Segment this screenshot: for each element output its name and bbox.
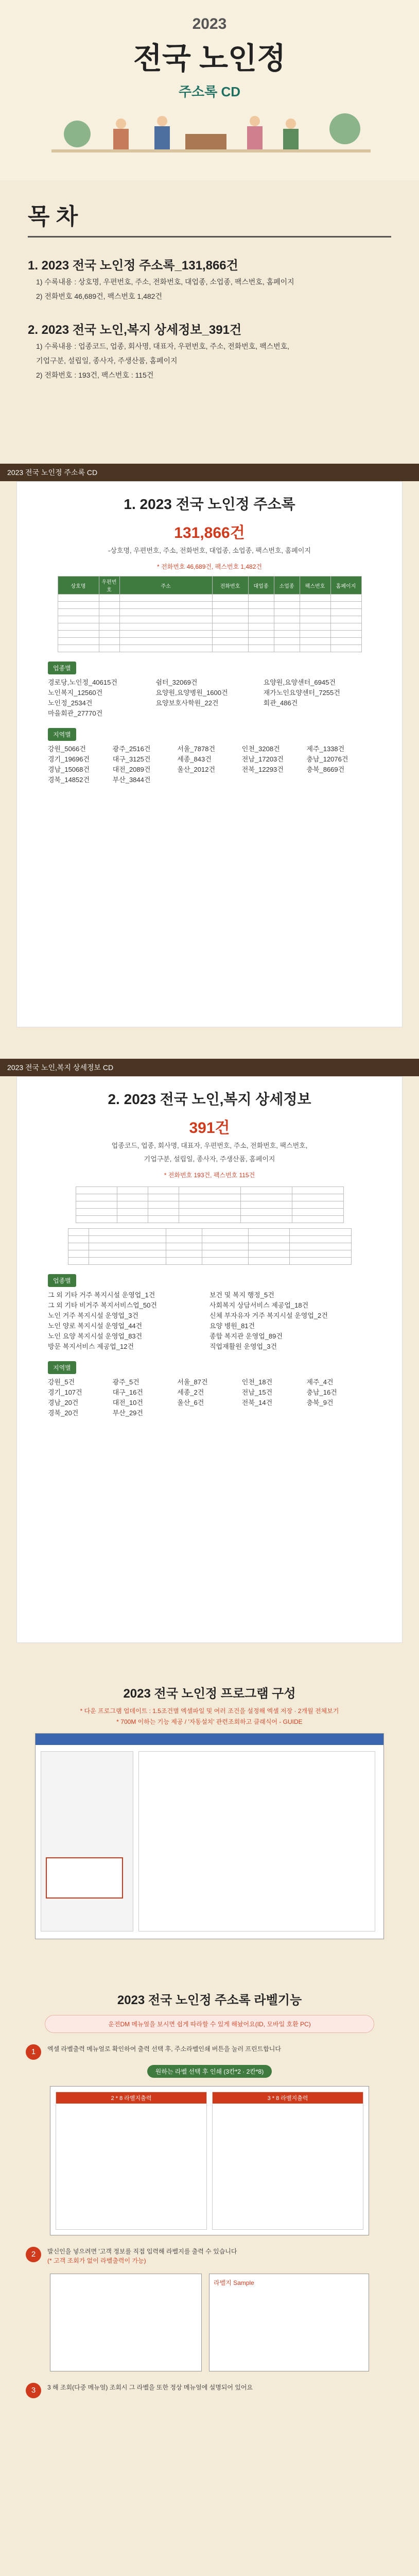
program-section xyxy=(0,1667,419,1971)
table-row xyxy=(76,1216,343,1223)
table-row xyxy=(58,616,361,623)
table-row xyxy=(58,595,361,602)
toc-item-2-line: 1) 수록내용 : 업종코드, 업종, 회사명, 대표자, 우편번호, 주소, 전화번호, 팩스번호, xyxy=(36,342,290,350)
table-row xyxy=(76,1209,343,1216)
section-1-bar: 2023 전국 노인정 주소록 CD xyxy=(0,464,419,481)
list-item: 대전_10건 xyxy=(112,1399,143,1406)
list-item: 회관_486건 xyxy=(263,699,298,707)
table-row xyxy=(68,1243,351,1250)
sender-input-dialog xyxy=(50,2274,202,2371)
list-item: 경북_20건 xyxy=(48,1409,79,1417)
step-number: 1 xyxy=(26,2044,41,2060)
list-item: 전북_14건 xyxy=(241,1399,273,1406)
table-header: 우편번호 xyxy=(99,577,119,595)
step2-shots xyxy=(50,2274,369,2371)
table-of-contents xyxy=(0,180,419,448)
hero-year: 2023 xyxy=(192,15,227,32)
list-item: 노인 양로 복지시설 운영업_44건 xyxy=(48,1322,143,1330)
region-list xyxy=(48,744,371,785)
industry-list xyxy=(48,1290,371,1352)
list-item: 요양 병원_81건 xyxy=(210,1322,255,1330)
region-list xyxy=(48,1377,371,1418)
table-header: 상호명 xyxy=(58,577,99,595)
table-row xyxy=(68,1236,351,1243)
table-row xyxy=(58,638,361,645)
table-row xyxy=(58,623,361,631)
list-item: 직업재활원 운영업_3건 xyxy=(210,1343,277,1350)
program-note: * 다운 프로그램 업데이트 : 1.5조건별 엑셀파일 및 여러 조건을 설정해 엑셀 저장 · 2개월 전체보기 xyxy=(80,1707,339,1715)
list-item: 사회복지 상담서비스 제공업_18건 xyxy=(210,1301,309,1309)
section-2-count: 391건 xyxy=(189,1120,230,1137)
list-item: 그 외 기타 거주 복지시설 운영업_1건 xyxy=(48,1291,155,1299)
list-item: 울산_2012건 xyxy=(177,766,216,773)
list-item: 세종_2건 xyxy=(177,1388,204,1396)
list-item: 재가노인요양센터_7255건 xyxy=(263,689,340,697)
section-1-desc: -상호명, 우편번호, 주소, 전화번호, 대업종, 소업종, 팩스번호, 홈페이지 xyxy=(108,547,311,554)
step1-subbar-wrap xyxy=(0,2065,419,2078)
list-item: 충남_12076건 xyxy=(306,755,348,763)
program-title: 2023 전국 노인정 프로그램 구성 xyxy=(123,1687,296,1701)
list-item: 부산_3844건 xyxy=(112,776,151,784)
industry-tag: 업종별 xyxy=(48,662,76,674)
table-row xyxy=(68,1250,351,1258)
list-item: 대전_2089건 xyxy=(112,766,151,773)
list-item: 그 외 기타 비거주 복지서비스업_50건 xyxy=(48,1301,157,1309)
table-header: 대업종 xyxy=(248,577,274,595)
section-2-desc: 업종코드, 업종, 회사명, 대표자, 우편번호, 주소, 전화번호, 팩스번호, xyxy=(111,1142,308,1149)
label-sample-grid xyxy=(50,2086,369,2235)
table-row xyxy=(58,631,361,638)
step2-sub: (* 고객 조회가 없이 라벨출력이 가능) xyxy=(47,2257,146,2264)
region-tag: 지역별 xyxy=(48,1361,76,1374)
list-item: 세종_843건 xyxy=(177,755,212,763)
program-grid xyxy=(138,1751,375,1931)
list-item: 경남_20건 xyxy=(48,1399,79,1406)
list-item: 방문 복지서비스 제공업_12건 xyxy=(48,1343,134,1350)
table-row xyxy=(76,1201,343,1209)
sample-3x8-label: 3 * 8 라벨지출력 xyxy=(213,2092,363,2104)
hero-subtitle: 주소록 CD xyxy=(178,84,241,99)
table-row xyxy=(58,645,361,652)
toc-item-1-line: 2) 전화번호 46,689건, 팩스번호 1,482건 xyxy=(36,292,162,300)
list-item: 강원_5건 xyxy=(48,1378,75,1386)
table-header: 전화번호 xyxy=(212,577,248,595)
table-header: 소업종 xyxy=(274,577,300,595)
table-row xyxy=(76,1187,343,1194)
step1-subbar: 원하는 라벨 선택 후 인쇄 (3칸*2 · 2칸*8) xyxy=(147,2065,272,2078)
list-item: 전남_15건 xyxy=(241,1388,273,1396)
section-1 xyxy=(0,464,419,1046)
hero-title: 전국 노인정 xyxy=(133,42,286,75)
list-item: 서울_87건 xyxy=(177,1378,208,1386)
list-item: 인천_18건 xyxy=(241,1378,273,1386)
list-item: 노인 거주 복지시설 운영업_3건 xyxy=(48,1312,138,1319)
list-item: 광주_2516건 xyxy=(112,745,151,753)
section-1-note: * 전화번호 46,689건, 팩스번호 1,482건 xyxy=(157,563,262,570)
table-header: 주소 xyxy=(119,577,212,595)
program-sidebar xyxy=(41,1751,133,1931)
label-title: 2023 전국 노인정 주소록 라벨기능 xyxy=(117,1993,302,2007)
industry-list xyxy=(48,677,371,719)
list-item: 마을회관_27770건 xyxy=(48,709,103,717)
list-item: 요양보호사학원_22건 xyxy=(155,699,219,707)
label-sample-box: 라벨지 Sample xyxy=(209,2274,369,2371)
list-item: 대구_3125건 xyxy=(112,755,151,763)
step-text: 3 해 조회(다중 메뉴얼) 조회시 그 라벨을 또한 정상 메뉴얼에 설명되어 있어요 xyxy=(47,2384,253,2391)
illustration xyxy=(31,98,391,170)
list-item: 대구_16건 xyxy=(112,1388,143,1396)
table-header: 홈페이지 xyxy=(330,577,361,595)
section-2-desc: 기업구분, 설립일, 종사자, 주생산품, 홈페이지 xyxy=(144,1155,275,1163)
list-item: 쉼터_32069건 xyxy=(155,679,198,686)
toc-item-1-line: 1) 수록내용 : 상호명, 우편번호, 주소, 전화번호, 대업종, 소업종, 팩스번호, 홈페이지 xyxy=(36,278,294,286)
program-note: * 700M 이하는 기능 제공 / '자동설치' 관련조회하고 클래식어 - GUIDE xyxy=(116,1718,303,1725)
toc-item-2-line: 2) 전화번호 : 193건, 팩스번호 : 115건 xyxy=(36,371,154,379)
list-item: 노인정_2534건 xyxy=(48,699,93,707)
table-row xyxy=(58,609,361,616)
sample-2x8 xyxy=(56,2092,207,2230)
label-pill: 운전DM 메뉴얼을 보시면 쉽게 따라할 수 있게 해놨어요(ID, 모바일 호환 PC) xyxy=(45,2015,374,2033)
sample-2x8-label: 2 * 8 라벨지출력 xyxy=(56,2092,206,2104)
list-item: 노인복지_12560건 xyxy=(48,689,103,697)
toc-item-2-line: 기업구분, 설립일, 종사자, 주생산품, 홈페이지 xyxy=(36,357,178,365)
toc-divider xyxy=(28,236,391,238)
list-item: 전남_17203건 xyxy=(241,755,284,763)
table-row xyxy=(68,1258,351,1265)
list-item: 인천_3208건 xyxy=(241,745,280,753)
section-2-card xyxy=(16,1076,403,1643)
label-step-2 xyxy=(26,2247,393,2265)
step-text xyxy=(47,2247,237,2265)
list-item: 경로당,노인정_40615건 xyxy=(48,679,117,686)
section-1-count: 131,866건 xyxy=(174,524,245,541)
list-item: 충남_16건 xyxy=(306,1388,337,1396)
section-2-title: 2. 2023 전국 노인,복지 상세정보 xyxy=(108,1091,311,1107)
label-step-1 xyxy=(26,2044,393,2060)
section-1-title: 1. 2023 전국 노인정 주소록 xyxy=(124,496,295,512)
list-item: 제주_1338건 xyxy=(306,745,345,753)
section-2-note: * 전화번호 193건, 팩스번호 115건 xyxy=(164,1172,255,1179)
hero xyxy=(0,0,419,180)
toc-item-2-title: 2. 2023 전국 노인,복지 상세정보_391건 xyxy=(28,323,242,337)
list-item: 강원_5066건 xyxy=(48,745,86,753)
step2-text: 발신인을 넣으려면 '고객 정보를 직접 입력해 라벨지를 출력 수 있습니다 xyxy=(47,2248,237,2255)
list-item: 충북_9건 xyxy=(306,1399,334,1406)
list-item: 경남_15068건 xyxy=(48,766,90,773)
list-item: 경기_107건 xyxy=(48,1388,82,1396)
section-1-table xyxy=(58,576,362,652)
list-item: 경기_19696건 xyxy=(48,755,90,763)
table-row xyxy=(68,1229,351,1236)
industry-tag: 업종별 xyxy=(48,1274,76,1287)
list-item: 종합 복지관 운영업_89건 xyxy=(210,1332,283,1340)
step-number: 2 xyxy=(26,2247,41,2262)
step-text: 엑셀 라벨출력 메뉴얼로 확인하여 출력 선택 후, 주소라벨인쇄 버튼을 눌러 프린트합니다 xyxy=(47,2045,281,2053)
table-row xyxy=(76,1194,343,1201)
label-step-3 xyxy=(26,2383,393,2398)
section-1-card xyxy=(16,481,403,1027)
list-item: 충북_8669건 xyxy=(306,766,345,773)
toc-item-1-title: 1. 2023 전국 노인정 주소록_131,866건 xyxy=(28,259,238,273)
list-item: 신체 부자유자 거주 복지시설 운영업_2건 xyxy=(210,1312,328,1319)
section-2-table xyxy=(76,1187,344,1223)
table-row xyxy=(58,602,361,609)
list-item: 경북_14852건 xyxy=(48,776,90,784)
callout-box xyxy=(46,1857,123,1899)
list-item: 요양원,요양병원_1600건 xyxy=(155,689,228,697)
toc-heading: 목 차 xyxy=(28,204,78,229)
list-item: 제주_4건 xyxy=(306,1378,334,1386)
section-2-table xyxy=(68,1228,352,1265)
list-item: 전북_12293건 xyxy=(241,766,284,773)
list-item: 보건 및 복지 행정_5건 xyxy=(210,1291,274,1299)
label-section xyxy=(0,1973,419,2576)
sample-3x8 xyxy=(212,2092,363,2230)
list-item: 부산_29건 xyxy=(112,1409,143,1417)
list-item: 광주_5건 xyxy=(112,1378,139,1386)
list-item: 요양원,요양센터_6945건 xyxy=(263,679,336,686)
list-item: 서울_7878건 xyxy=(177,745,216,753)
step-number: 3 xyxy=(26,2383,41,2398)
section-2 xyxy=(0,1059,419,1656)
list-item: 울산_6건 xyxy=(177,1399,204,1406)
window-titlebar xyxy=(36,1734,383,1745)
region-tag: 지역별 xyxy=(48,728,76,741)
list-item: 노인 요양 복지시설 운영업_83건 xyxy=(48,1332,143,1340)
section-2-bar: 2023 전국 노인,복지 상세정보 CD xyxy=(0,1059,419,1076)
table-header: 팩스번호 xyxy=(300,577,330,595)
program-screenshot xyxy=(35,1733,384,1939)
